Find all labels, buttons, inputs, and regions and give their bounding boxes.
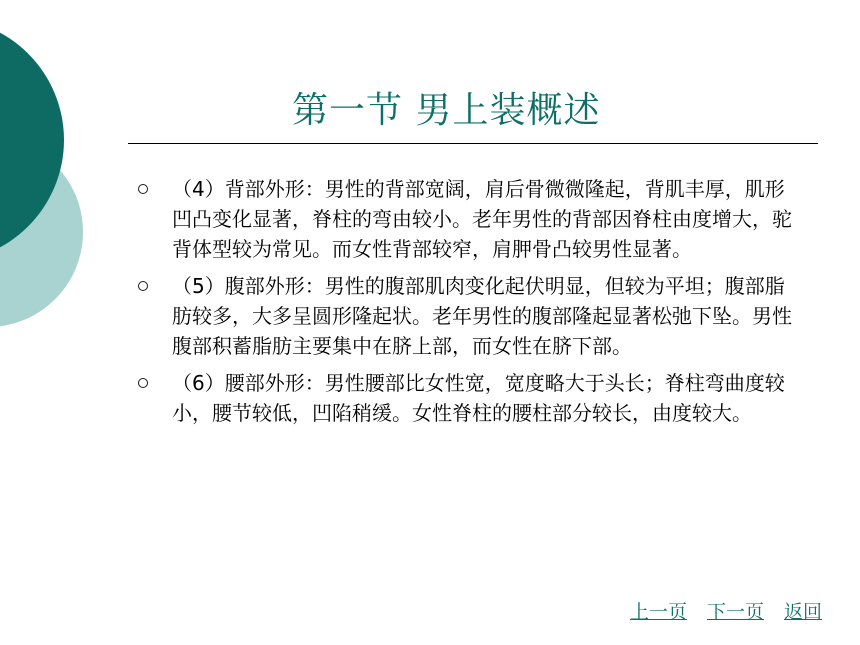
decorative-circles bbox=[0, 0, 120, 360]
bullet-list bbox=[138, 174, 798, 435]
bullet-item-back bbox=[138, 174, 798, 264]
bullet-circle-icon bbox=[138, 378, 148, 388]
title-divider bbox=[128, 143, 818, 144]
bullet-text: （4）背部外形：男性的背部宽阔，肩后骨微微隆起，背肌丰厚，肌形凹凸变化显著，脊柱的弯由较小。老年男性的背部因脊柱由度增大，驼背体型较为常见。而女性背部较窄，肩胛骨凸较男性显著。 bbox=[172, 177, 792, 261]
bullet-text: （5）腹部外形：男性的腹部肌肉变化起伏明显，但较为平坦；腹部脂肪较多，大多呈圆形隆起状。老年男性的腹部隆起显著松弛下坠。男性腹部积蓄脂肪主要集中在脐上部，而女性在脐下部。 bbox=[172, 274, 792, 358]
bullet-circle-icon bbox=[138, 281, 148, 291]
back-link[interactable]: 返回 bbox=[783, 601, 822, 623]
bullet-item-waist bbox=[138, 368, 798, 428]
page-title: 第一节 男上装概述 bbox=[292, 90, 601, 131]
prev-page-link[interactable]: 上一页 bbox=[629, 601, 687, 623]
bullet-item-abdomen bbox=[138, 271, 798, 361]
slide-navigation bbox=[630, 597, 822, 624]
bullet-text: （6）腰部外形：男性腰部比女性宽，宽度略大于头长；脊柱弯曲度较小，腰节较低，凹陷稍缓。女性脊柱的腰柱部分较长，由度较大。 bbox=[172, 371, 785, 425]
bullet-circle-icon bbox=[138, 184, 148, 194]
next-page-link[interactable]: 下一页 bbox=[706, 601, 764, 623]
